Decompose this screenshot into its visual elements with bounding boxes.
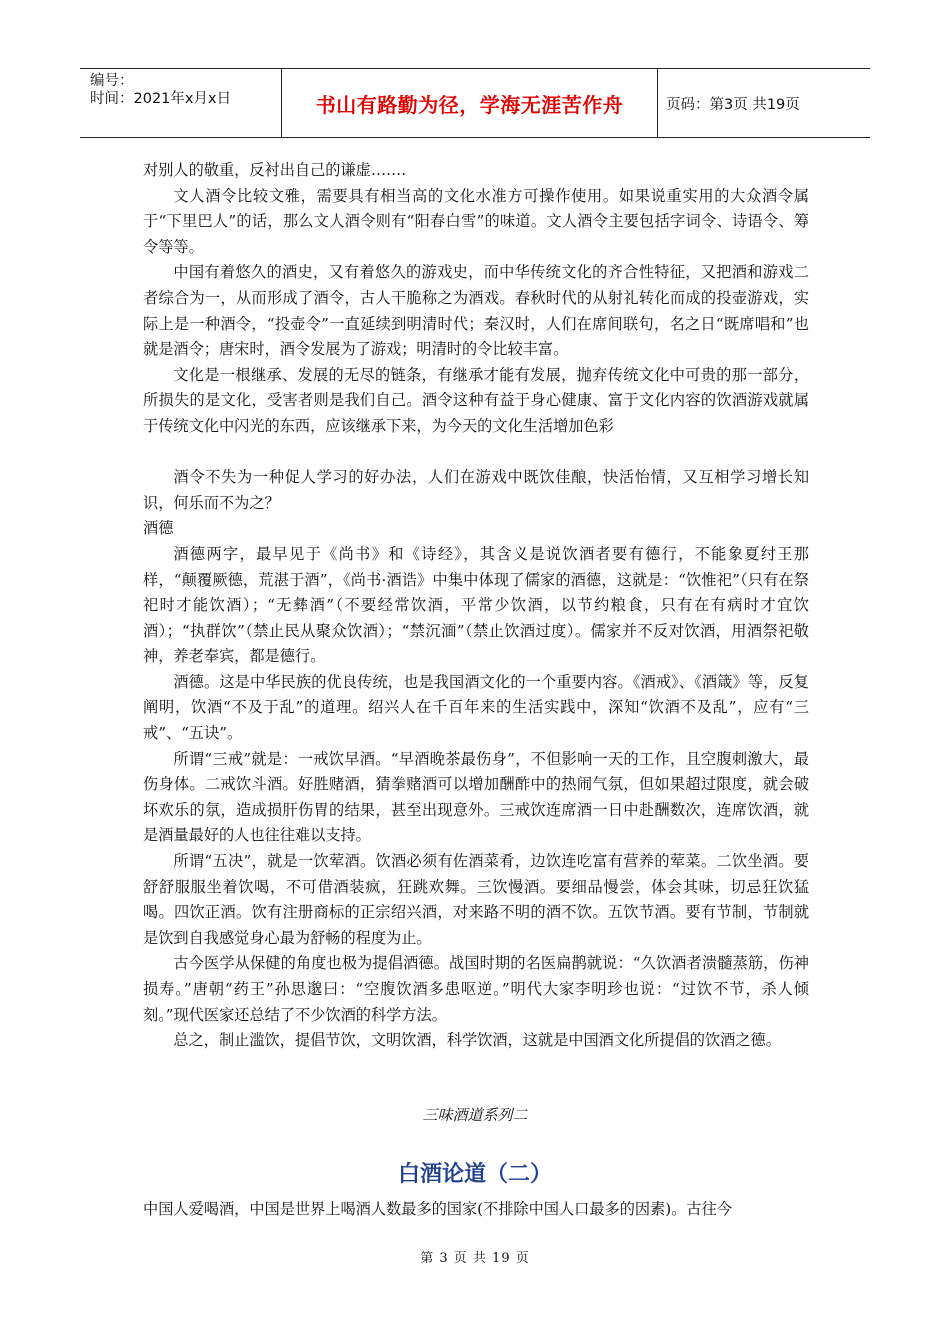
paragraph: 文化是一根继承、发展的无尽的链条，有继承才能有发展，抛弃传统文化中可贵的那一部分，所损失的是文化，受害者则是我们自己。酒令这种有益于身心健康、富于文化内容的饮酒游戏就属于传统文化中闪光的东西，应该继承下来，为今天的文化生活增加色彩 xyxy=(143,365,809,435)
paragraph: 酒令不失为一种促人学习的好办法，人们在游戏中既饮佳酿，快活怡情，又互相学习增长知识，何乐而不为之？ xyxy=(143,468,809,512)
header-page-label: 页码：第3页 共19页 xyxy=(666,96,800,113)
paragraph: 所谓“五决”，就是一饮荤酒。饮酒必须有佐酒菜肴，边饮连吃富有营养的荤菜。二饮坐酒。要舒舒服服坐着饮喝，不可借酒装疯，狂跳欢舞。三饮慢酒。要细品慢尝，体会其味，切忌狂饮猛喝。四饮正酒。饮有注册商标的正宗绍兴酒，对来路不明的酒不饮。五饮节酒。要有节制，节制就是饮到自我感觉身心最为舒畅的程度为止。 xyxy=(143,852,809,947)
blank-line xyxy=(143,440,809,466)
section-heading-jiude: 酒德 xyxy=(143,519,174,538)
paragraph: 酒德两字，最早见于《尚书》和《诗经》，其含义是说饮酒者要有德行，不能象夏纣王那样，“颠覆厥德，荒湛于酒”，《尚书·酒诰》中集中体现了儒家的酒德，这就是：“饮惟祀”（只有在祭祀时才能饮酒）；“无彝酒”（不要经常饮酒，平常少饮酒，以节约粮食，只有在有病时才宜饮酒）；“执群饮”（禁止民从聚众饮酒）；“禁沉湎”（禁止饮酒过度）。儒家并不反对饮酒，用酒祭祀敬神，养老奉宾，都是德行。 xyxy=(143,544,809,666)
paragraph: 中国人爱喝酒，中国是世界上喝酒人数最多的国家(不排除中国人口最多的因素)。古往今 xyxy=(143,1200,732,1218)
page-header xyxy=(80,68,870,138)
paragraph: 所谓“三戒”就是：一戒饮早酒。“早酒晚茶最伤身”，不但影响一天的工作，且空腹刺激大，最伤身体。二戒饮斗酒。好胜赌酒，猜拳赌酒可以增加酬酢中的热闹气氛，但如果超过限度，就会破坏欢乐的氛，造成损肝伤胃的结果，甚至出现意外。三戒饮连席酒一日中赴酬数次，连席饮酒，就是酒量最好的人也往往难以支持。 xyxy=(143,749,809,845)
header-meta xyxy=(80,69,282,137)
series-label: 三味酒道系列二 xyxy=(422,1106,528,1124)
section-title: 白酒论道（二） xyxy=(397,1162,552,1187)
paragraph: 文人酒令比较文雅，需要具有相当高的文化水准方可操作使用。如果说重实用的大众酒令属于“下里巴人”的话，那么文人酒令则有“阳春白雪”的味道。文人酒令主要包括字词令、诗语令、筹令等等。 xyxy=(143,186,809,256)
paragraph: 中国有着悠久的酒史，又有着悠久的游戏史，而中华传统文化的齐合性特征，又把酒和游戏二者综合为一，从而形成了酒令，古人干脆称之为酒戏。春秋时代的从射礼转化而成的投壶游戏，实际上是一种酒令，“投壶令”一直延续到明清时代；秦汉时，人们在席间联句，名之日“既席唱和”也就是酒令；唐宋时，酒令发展为了游戏；明清时的令比较丰富。 xyxy=(143,263,809,359)
document-date-label: 时间：2021年x月x日 xyxy=(90,91,232,107)
document-body xyxy=(143,158,809,1054)
document-number-label: 编号： xyxy=(90,73,134,89)
paragraph: 酒德。这是中华民族的优良传统，也是我国酒文化的一个重要内容。《酒戒》、《酒箴》等，反复阐明，饮酒“不及于乱”的道理。绍兴人在千百年来的生活实践中，深知“饮酒不及乱”，应有“三戒”、“五诀”。 xyxy=(143,672,809,743)
paragraph: 对别人的敬重，反衬出自己的谦虚……. xyxy=(143,161,407,179)
paragraph: 总之，制止滥饮，提倡节饮，文明饮酒，科学饮酒，这就是中国酒文化所提倡的饮酒之德。 xyxy=(173,1031,781,1050)
paragraph: 古今医学从保健的角度也极为提倡酒德。战国时期的名医扁鹊就说：“久饮酒者溃髓蒸筋，伤神损寿。”唐朝“药王”孙思邈曰：“空腹饮酒多患呕逆。”明代大家李明珍也说：“过饮不节，杀人倾刻。”现代医家还总结了不少饮酒的科学方法。 xyxy=(143,954,809,1024)
header-motto: 书山有路勤为径，学海无涯苦作舟 xyxy=(282,69,658,137)
page-footer: 第 3 页 共 19 页 xyxy=(420,1251,530,1266)
